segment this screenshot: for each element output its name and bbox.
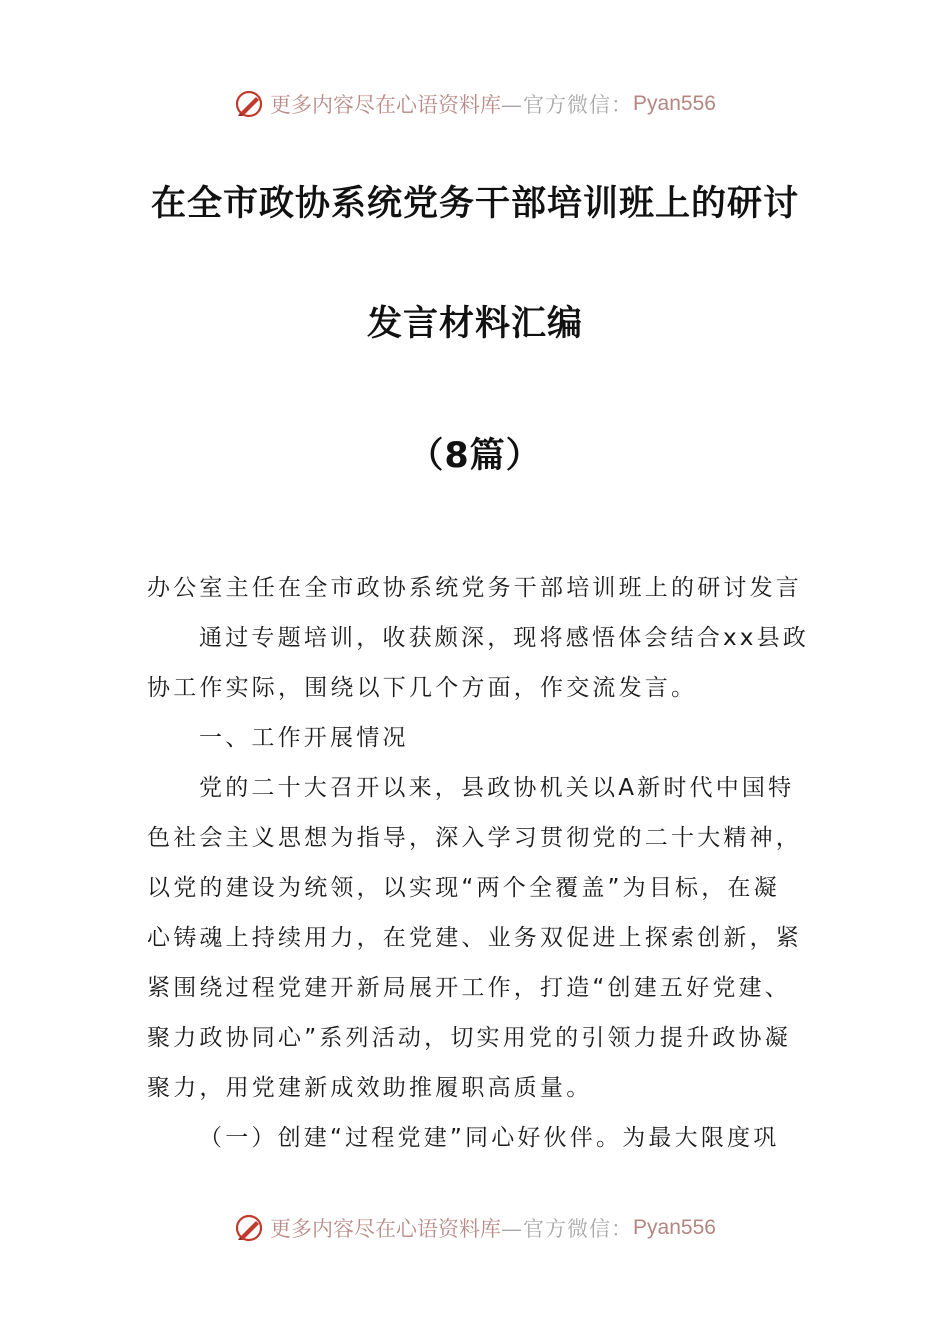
paragraph-line: 协工作实际，围绕以下几个方面，作交流发言。 bbox=[147, 675, 698, 701]
paragraph-line: 聚力政协同心”系列活动，切实用党的引领力提升政协凝 bbox=[147, 1025, 791, 1051]
watermark-text: 更多内容尽在心语资料库 bbox=[270, 93, 502, 117]
paragraph-line: 聚力，用党建新成效助推履职高质量。 bbox=[147, 1075, 593, 1101]
paragraph-line: 通过专题培训，收获颇深，现将感悟体会结合xx县政 bbox=[199, 625, 810, 651]
section-heading: 办公室主任在全市政协系统党务干部培训班上的研讨发言 bbox=[147, 575, 802, 601]
watermark-banner-top bbox=[0, 84, 950, 124]
watermark-wechat-label: —官方微信： bbox=[501, 1217, 634, 1241]
watermark-wechat-label: —官方微信： bbox=[501, 93, 634, 117]
paragraph-line: 色社会主义思想为指导，深入学习贯彻党的二十大精神， bbox=[147, 825, 802, 851]
watermark-banner-bottom bbox=[0, 1208, 950, 1248]
paragraph-line: 紧围绕过程党建开新局展开工作，打造“创建五好党建、 bbox=[147, 975, 791, 1001]
subheading: 一、工作开展情况 bbox=[199, 725, 409, 751]
paragraph-line: 心铸魂上持续用力，在党建、业务双促进上探索创新，紧 bbox=[147, 925, 802, 951]
watermark-wechat-id: Pyan556 bbox=[633, 1216, 716, 1239]
paragraph-line: 以党的建设为统领，以实现“两个全覆盖”为目标，在凝 bbox=[147, 875, 780, 901]
paragraph-line: 党的二十大召开以来，县政协机关以A新时代中国特 bbox=[199, 775, 795, 801]
watermark-wechat-id: Pyan556 bbox=[633, 92, 716, 115]
pen-logo-icon bbox=[234, 89, 264, 119]
document-title-line-2: 发言材料汇编 bbox=[366, 304, 583, 344]
watermark-text: 更多内容尽在心语资料库 bbox=[270, 1217, 502, 1241]
paragraph-line: （一）创建“过程党建”同心好伙伴。为最大限度巩 bbox=[199, 1125, 780, 1151]
pen-logo-icon bbox=[234, 1213, 264, 1243]
document-title-count: （8篇） bbox=[408, 436, 542, 476]
document-title-line-1: 在全市政协系统党务干部培训班上的研讨 bbox=[150, 184, 799, 224]
